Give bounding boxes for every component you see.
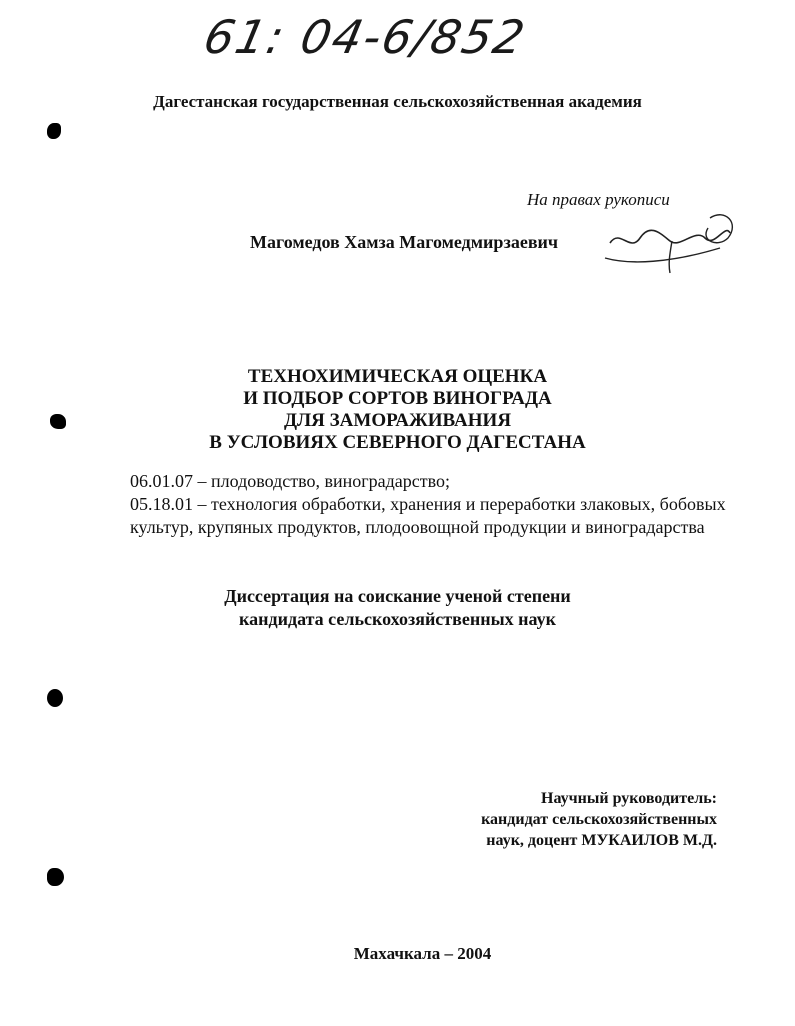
manuscript-note: На правах рукописи xyxy=(527,190,670,209)
title-line: ДЛЯ ЗАМОРАЖИВАНИЯ xyxy=(283,410,512,431)
title-line: В УСЛОВИЯХ СЕВЕРНОГО ДАГЕСТАНА xyxy=(209,432,586,453)
specialty-codes xyxy=(130,470,730,539)
degree-line: кандидата сельскохозяйственных наук xyxy=(239,609,556,629)
author-name: Магомедов Хамза Магомедмирзаевич xyxy=(250,232,559,252)
punch-hole-mark xyxy=(47,868,64,886)
punch-hole-mark xyxy=(47,123,61,139)
dissertation-title xyxy=(0,366,795,454)
place-and-year: Махачкала – 2004 xyxy=(353,944,492,963)
supervisor-line: наук, доцент МУКАИЛОВ М.Д. xyxy=(486,832,717,849)
institution-name: Дагестанская государственная сельскохозяйственная академия xyxy=(153,92,642,111)
specialty-item: 05.18.01 – технология обработки, хранения и переработки злаковых, бобовых культур, крупяных продуктов, плодоовощной продукции и виноградарства xyxy=(130,494,726,537)
punch-hole-mark xyxy=(50,414,66,429)
archive-number: 61: 04-6/852 xyxy=(199,10,532,64)
specialty-item: 06.01.07 – плодоводство, виноградарство; xyxy=(130,471,451,491)
supervisor-line: кандидат сельскохозяйственных xyxy=(481,811,717,828)
title-line: И ПОДБОР СОРТОВ ВИНОГРАДА xyxy=(243,388,552,409)
degree-statement xyxy=(0,585,795,631)
punch-hole-mark xyxy=(47,689,63,707)
title-line: ТЕХНОХИМИЧЕСКАЯ ОЦЕНКА xyxy=(247,366,548,387)
signature-image xyxy=(600,203,740,278)
degree-line: Диссертация на соискание ученой степени xyxy=(224,586,571,606)
supervisor-line: Научный руководитель: xyxy=(541,790,717,807)
supervisor-block xyxy=(420,788,717,851)
